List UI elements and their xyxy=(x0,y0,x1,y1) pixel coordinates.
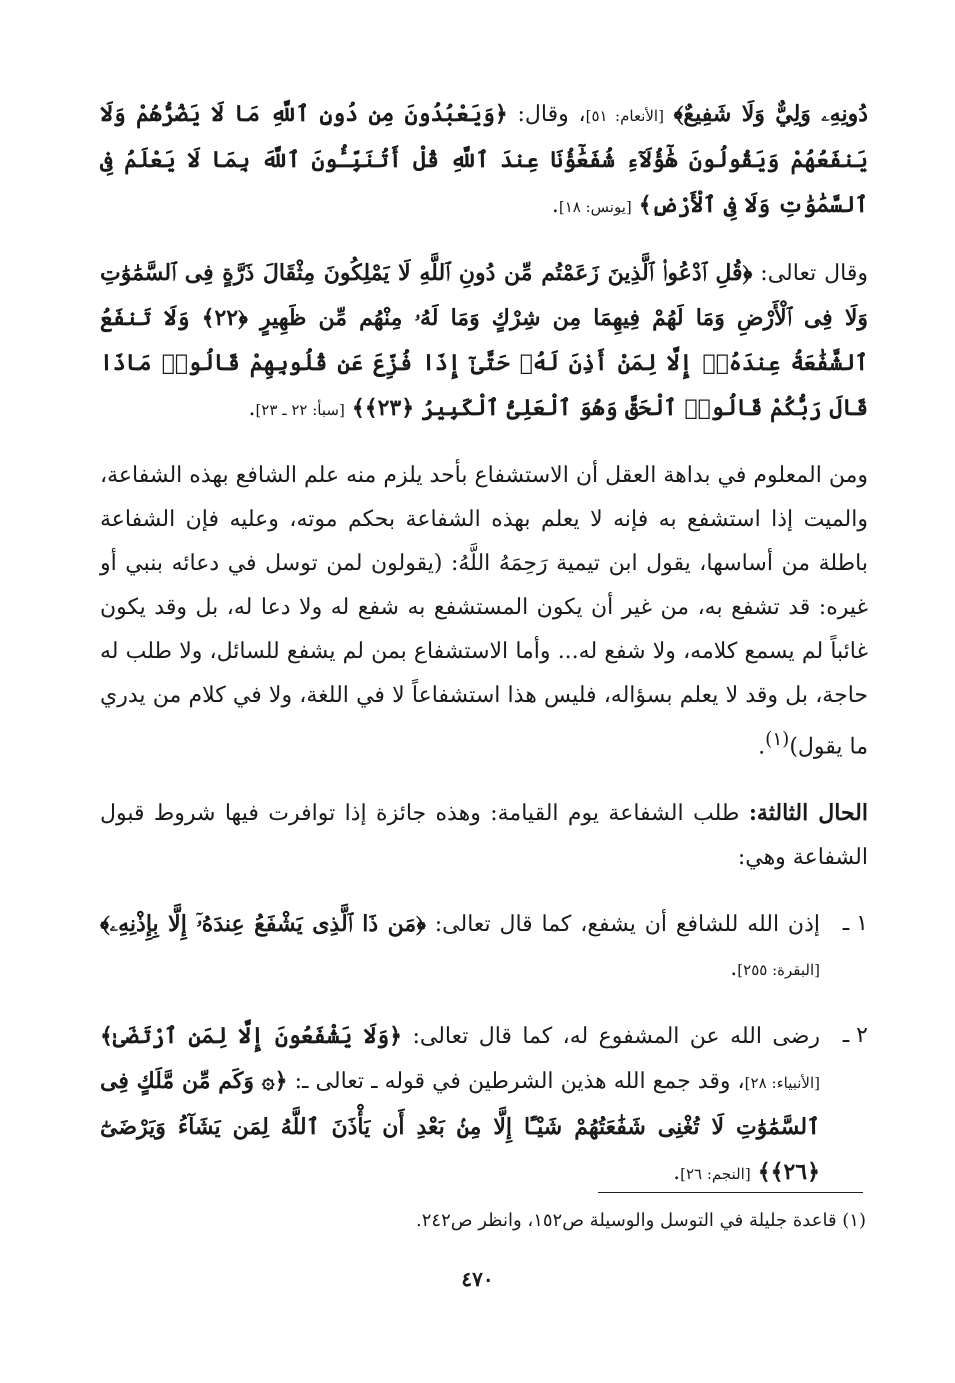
body-text: وقال تعالى: xyxy=(752,261,868,286)
quran-quote: دُونِهِۦ وَلِيٌّ وَلَا شَفِيعٌ﴾ xyxy=(673,101,868,127)
quran-quote: ﴿مَن ذَا ٱلَّذِى يَشْفَعُ عِندَهُۥٓ إِلَّا بِإِذْنِهِۦ﴾ xyxy=(100,911,426,938)
section-heading: الحال الثالثة: xyxy=(748,800,868,827)
punctuation: . xyxy=(673,1160,681,1186)
punctuation: . xyxy=(248,396,256,421)
body-text: رضى الله عن المشفوع له، كما قال تعالى: xyxy=(402,1024,820,1050)
list-number: ٢ ـ xyxy=(842,1023,868,1049)
footnote: (١) قاعدة جليلة في التوسل والوسيلة ص١٥٢، وانظر ص٢٤٢. xyxy=(416,1210,866,1231)
body-text: طلب الشفاعة يوم القيامة: وهذه جائزة إذا توافرت فيها شروط قبول الشفاعة وهي: xyxy=(100,801,868,871)
body-text: ومن المعلوم في بداهة العقل أن الاستشفاع بأحد يلزم منه علم الشافع بهذه الشفاعة، والميت إذا استشفع به فإنه لا يعلم بهذه الشفاعة بحكم موته، وعليه فإن الشفاعة باطلة من أساسها، يقول ابن تيمية رَحِمَهُ اللَّهُ: (يقولون لمن توسل في دعائه بنبي أو غيره: قد تشفع به، من غير أن يكون المستشفع به شفع له ولا دعا له، بل وقد يكون غائباً لم يسمع كلامه، ولا شفع له... وأما الاستشفاع بمن لم يشفع للسائل، ولا طلب له حاجة، بل وقد لا يعلم بسؤاله، فليس هذا استشفاعاً لا في اللغة، ولا في كلام من يدري ما يقول) xyxy=(100,463,868,760)
list-number: ١ ـ xyxy=(842,911,868,937)
punctuation: . xyxy=(758,734,766,760)
verse-reference: [النجم: ٢٦] xyxy=(680,1165,751,1184)
verse-reference: [الأنعام: ٥١] xyxy=(585,107,664,125)
quran-quote: ﴿قُلِ ٱدْعُوا۟ ٱلَّذِينَ زَعَمْتُم مِّن دُونِ ٱللَّهِ لَا يَمْلِكُونَ مِثْقَالَ ذَرَّةٍ فِى ٱلسَّمَٰوَٰتِ وَلَا فِى ٱلْأَرْضِ وَمَا لَهُمْ فِيهِمَا مِن شِرْكٍ وَمَا لَهُۥ مِنْهُم مِّن ظَهِيرٍ ﴿٢٢﴾ وَلَا تَنفَعُ ٱلشَّفَٰعَةُ عِندَهُۥٓ إِلَّا لِمَنْ أَذِنَ لَهُۥ حَتَّىٰٓ إِذَا فُزِّعَ عَن قُلُوبِهِمْ قَالُوا۟ مَاذَا قَالَ رَبُّكُمْ قَالُوا۟ ٱلْحَقَّ وَهُوَ ٱلْعَلِىُّ ٱلْكَبِيرُ ﴿٢٣﴾﴾ xyxy=(100,260,868,421)
list-item-1 xyxy=(100,902,868,992)
body-text: إذن الله للشافع أن يشفع، كما قال تعالى: xyxy=(425,912,820,938)
verse-reference: [يونس: ١٨] xyxy=(558,198,632,216)
paragraph-4 xyxy=(100,791,868,880)
verse-reference: [البقرة: ٢٥٥] xyxy=(737,961,820,980)
page-number: ٤٧٠ xyxy=(461,1267,494,1291)
body-text: ، وقد جمع الله هذين الشرطين في قوله ـ تعالى ـ: xyxy=(287,1069,745,1095)
verse-reference: [الأنبياء: ٢٨] xyxy=(744,1074,820,1093)
quran-quote: ﴿وَلَا يَشْفَعُونَ إِلَّا لِمَنِ ٱرْتَضَىٰ﴾ xyxy=(100,1023,403,1050)
list-item-2 xyxy=(100,1014,868,1196)
quran-quote: ﴿وَيَعْبُدُونَ مِن دُونِ ٱللَّهِ مَا لَا يَضُرُّهُمْ وَلَا يَنفَعُهُمْ وَيَقُولُونَ هَٰٓؤُلَآءِ شُفَعَٰٓؤُنَا عِندَ ٱللَّهِ قُلْ أَتُنَبِّـُٔونَ ٱللَّهَ بِمَا لَا يَعْلَمُ فِى ٱلسَّمَٰوَٰتِ وَلَا فِى ٱلْأَرْضِ﴾ xyxy=(100,101,868,218)
verse-reference: [سبأ: ٢٢ ـ ٢٣] xyxy=(255,401,345,419)
footnote-marker: (١) xyxy=(765,729,790,750)
footnote-divider xyxy=(598,1192,863,1193)
paragraph-3 xyxy=(100,454,868,769)
punctuation: . xyxy=(730,956,738,982)
body-text: ، وقال: xyxy=(507,102,586,127)
punctuation: . xyxy=(551,193,559,218)
paragraph-1 xyxy=(100,92,868,229)
paragraph-2 xyxy=(100,251,868,432)
quran-quote: ﴿۞ وَكَم مِّن مَّلَكٍ فِى ٱلسَّمَٰوَٰتِ لَا تُغْنِى شَفَٰعَتُهُمْ شَيْـًٔا إِلَّا مِنۢ بَعْدِ أَن يَأْذَنَ ٱللَّهُ لِمَن يَشَآءُ وَيَرْضَىٰٓ ﴿٢٦﴾﴾ xyxy=(100,1068,820,1186)
main-text xyxy=(100,92,868,1218)
